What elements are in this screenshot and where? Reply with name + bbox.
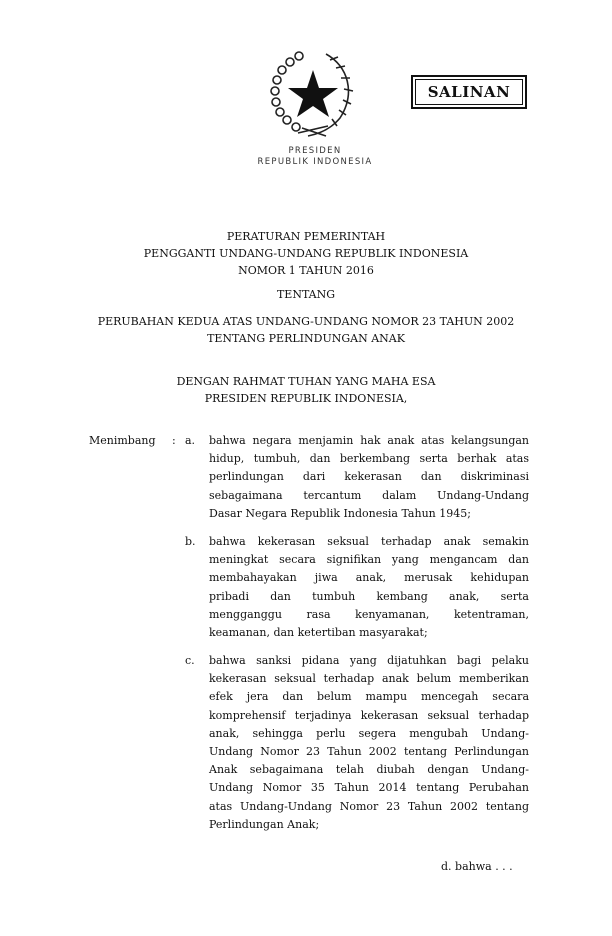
item-text-line: anak, sehingga perlu segera mengubah Undang- <box>209 726 529 740</box>
item-text-line: Dasar Negara Republik Indonesia Tahun 1945; <box>209 506 471 520</box>
item-text-line: sebagaimana tercantum dalam Undang-Undang <box>209 488 529 502</box>
item-text-line: bahwa sanksi pidana yang dijatuhkan bagi pelaku <box>209 654 529 667</box>
item-text-line: hidup, tumbuh, dan berkembang serta berhak atas <box>209 452 529 466</box>
item-text-line: Anak sebagaimana telah diubah dengan Undang- <box>209 763 529 777</box>
title-line-1: PERATURAN PEMERINTAH <box>226 230 386 243</box>
stamp-inner-border <box>415 79 523 105</box>
item-letter: c. <box>185 654 195 667</box>
subject-line-2: TENTANG PERLINDUNGAN ANAK <box>207 332 405 345</box>
item-letter: a. <box>185 434 196 447</box>
item-text-line: komprehensif terjadinya kekerasan seksual terhadap <box>209 708 529 722</box>
subject-line-1: PERUBAHAN KEDUA ATAS UNDANG-UNDANG NOMOR 23 TAHUN 2002 <box>97 315 515 328</box>
title-tentang: TENTANG <box>276 288 336 301</box>
item-text-line: efek jera dan belum mampu mencegah secara <box>209 690 529 704</box>
item-text-line: Perlindungan Anak; <box>209 817 320 831</box>
item-letter: b. <box>185 535 196 548</box>
item-text-line: Undang Nomor 23 Tahun 2002 tentang Perlindungan <box>209 744 529 758</box>
item-text <box>209 652 529 834</box>
item-text-line: kekerasan seksual terhadap anak belum memberikan <box>209 672 529 686</box>
item-text <box>209 533 529 642</box>
item-text-line: membahayakan jiwa anak, merusak kehidupan <box>209 571 529 585</box>
title-line-3: NOMOR 1 TAHUN 2016 <box>238 264 374 277</box>
item-text-line: Undang Nomor 35 Tahun 2014 tentang Perubahan <box>209 781 529 795</box>
continuation-note: d. bahwa . . . <box>441 860 513 873</box>
item-text-line: pribadi dan tumbuh kembang anak, serta <box>209 589 529 603</box>
item-text <box>209 432 529 523</box>
salinan-stamp <box>411 75 527 109</box>
item-text-line: mengganggu rasa kenyamanan, ketentraman, <box>209 607 529 621</box>
considering-label: Menimbang <box>89 434 156 447</box>
item-text-line: meningkat secara signifikan yang mengancam dan <box>209 553 529 567</box>
stamp-text: SALINAN <box>427 83 511 101</box>
item-text-line: bahwa kekerasan seksual terhadap anak semakin <box>209 535 529 548</box>
item-text-line: atas Undang-Undang Nomor 23 Tahun 2002 tentang <box>209 799 529 813</box>
item-text-line: keamanan, dan ketertiban masyarakat; <box>209 625 428 639</box>
preamble-line-2: PRESIDEN REPUBLIK INDONESIA, <box>204 392 408 405</box>
preamble-line-1: DENGAN RAHMAT TUHAN YANG MAHA ESA <box>176 375 436 388</box>
considering-colon: : <box>172 434 176 447</box>
institution-line-2: REPUBLIK INDONESIA <box>257 157 373 167</box>
institution-line-1: PRESIDEN <box>288 146 342 156</box>
item-text-line: perlindungan dari kekerasan dan diskriminasi <box>209 470 529 484</box>
garuda-star-emblem-icon <box>268 48 358 143</box>
item-text-line: bahwa negara menjamin hak anak atas kelangsungan <box>209 434 529 447</box>
title-line-2: PENGGANTI UNDANG-UNDANG REPUBLIK INDONESIA <box>143 247 469 260</box>
